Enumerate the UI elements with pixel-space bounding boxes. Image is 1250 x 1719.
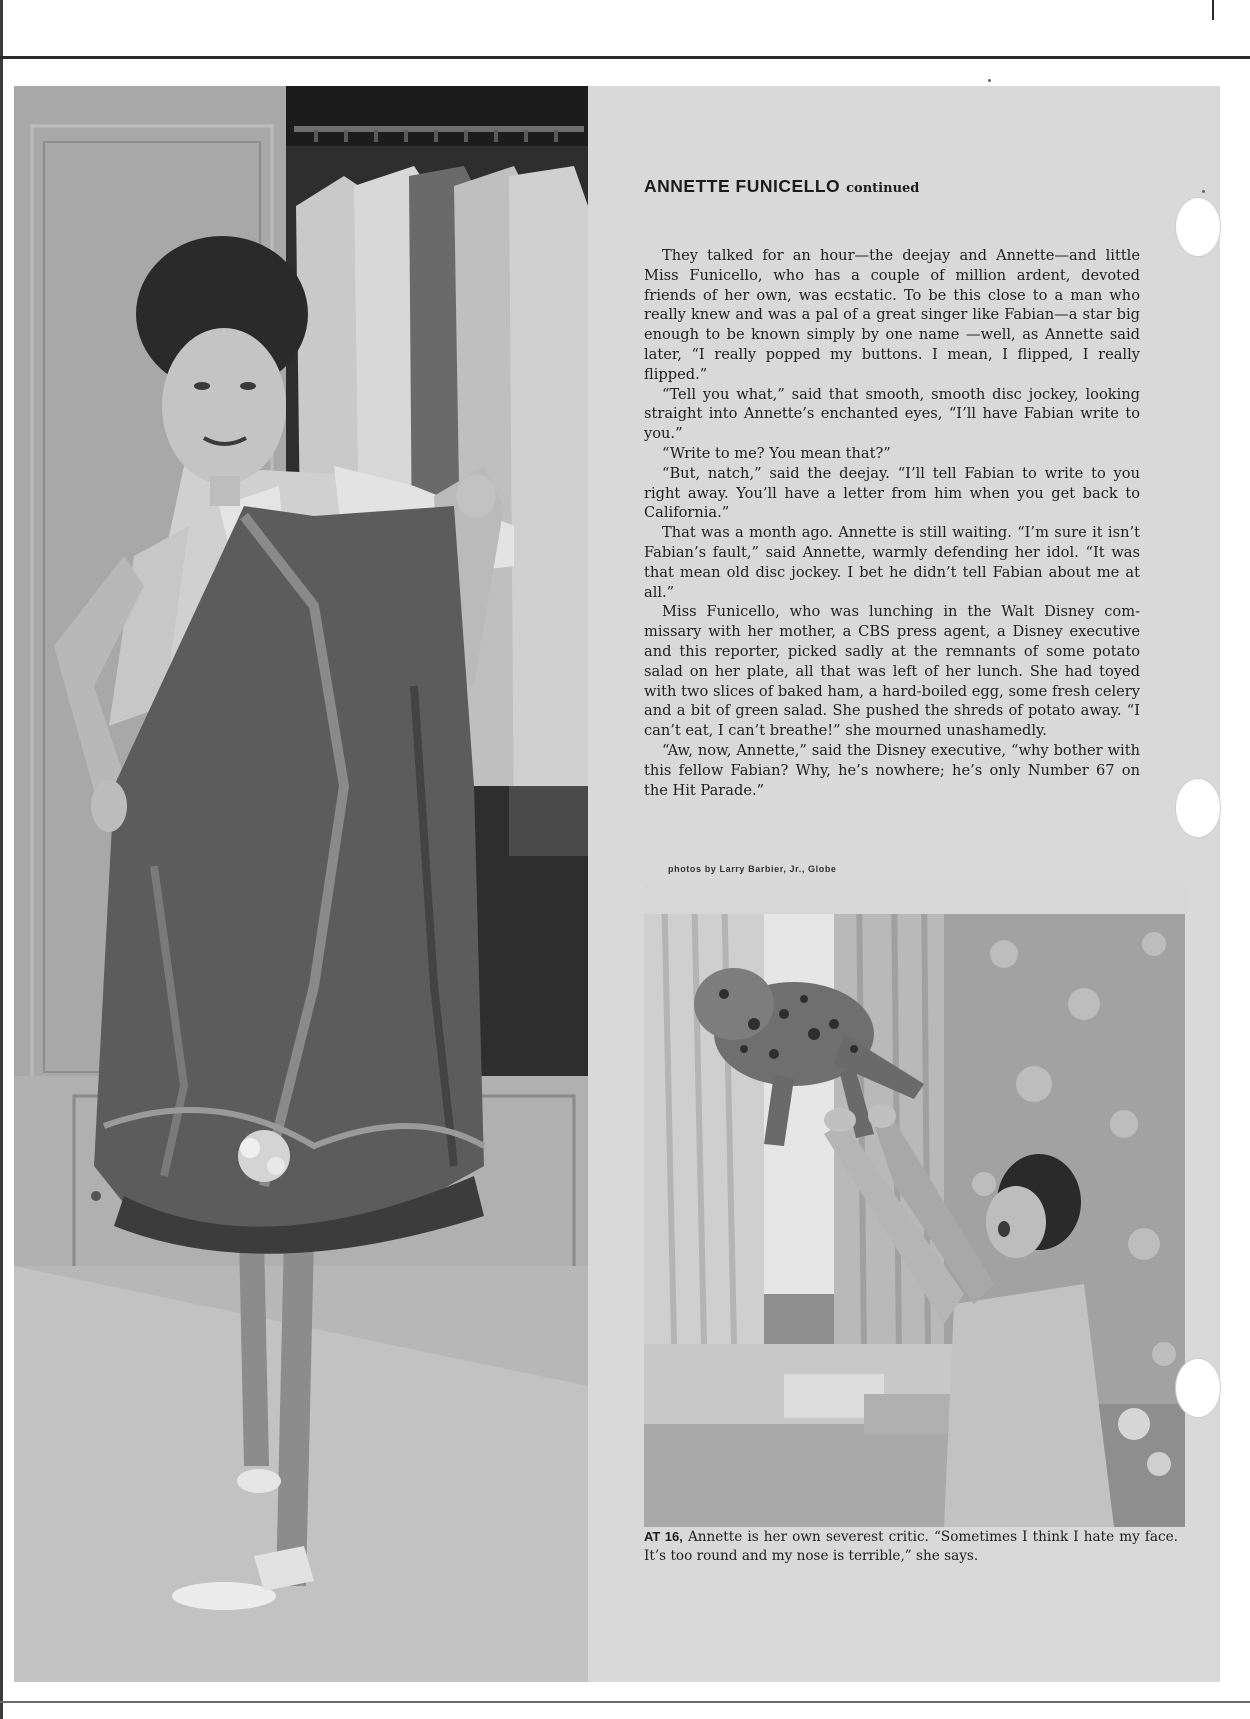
article-body xyxy=(644,246,1140,800)
inset-photo xyxy=(644,884,1185,1527)
article-paragraph: “Aw, now, Annette,” said the Disney executive, “why bother with this fellow Fabian? Why, he’s nowhere; he’s only Number 67 on the Hit Parade.” xyxy=(644,741,1140,799)
article-paragraph: Miss Funicello, who was lunching in the Walt Disney commissary with her mother, a CBS press agent, a Disney executive and this reporter, picked sadly at the remnants of some potato salad on her plate, all that was left of her lunch. She had toyed with two slices of baked ham, a hard-boiled egg, some fresh celery and a bit of green salad. She pushed the shreds of potato away. “I can’t eat, I can’t breathe!” she mourned unashamedly. xyxy=(644,603,1140,740)
left-photo-illustration xyxy=(14,86,588,1682)
scan-edge-corner xyxy=(1212,0,1214,20)
left-photo xyxy=(14,86,588,1682)
article-paragraph: “But, natch,” said the deejay. “I’ll tell Fabian to write to you right away. You’ll have a letter from him when you get back to California.” xyxy=(644,464,1140,522)
punch-hole-bottom xyxy=(1176,1359,1220,1417)
running-head-continued: continued xyxy=(846,181,920,196)
scan-edge-top xyxy=(0,56,1250,59)
scan-edge-bottom xyxy=(0,1701,1250,1703)
article-paragraph: “Write to me? You mean that?” xyxy=(662,444,891,462)
caption-lead: AT 16, xyxy=(644,1529,683,1544)
article-paragraph: “Tell you what,” said that smooth, smooth disc jockey, looking straight into Annette’s enchanted eyes, “I’ll have Fabian write to you.” xyxy=(644,385,1140,443)
scan-edge-left xyxy=(0,0,3,1719)
photo-credit: photos by Larry Barbier, Jr., Globe xyxy=(668,864,837,874)
article-paragraph: They talked for an hour—the deejay and Annette—and little Miss Funicello, who has a couple of million ardent, devoted friends of her own, was ecstatic. To be this close to a man who really knew and was a pal of a great singer like Fabian—a star big enough to be known simply by one name —well, as Annette said later, “I really popped my buttons. I mean, I flipped, I really flipped.” xyxy=(644,247,1140,383)
scan-speck xyxy=(988,79,991,82)
inset-photo-illustration xyxy=(644,884,1185,1527)
right-column xyxy=(588,86,1220,1682)
caption-text: Annette is her own severest critic. “Sometimes I think I hate my face. It’s too round and my nose is terrible,” she says. xyxy=(644,1529,1178,1564)
running-head xyxy=(644,176,919,197)
punch-hole-middle xyxy=(1176,779,1220,837)
photo-caption xyxy=(644,1528,1178,1565)
scan-speck xyxy=(1202,190,1205,193)
punch-hole-top xyxy=(1176,198,1220,256)
running-head-title: ANNETTE FUNICELLO xyxy=(644,176,841,196)
article-paragraph: That was a month ago. Annette is still waiting. “I’m sure it isn’t Fabian’s fault,” said Annette, warmly defending her idol. “It was that mean old disc jockey. I bet he didn’t tell Fabian about me at all.” xyxy=(644,524,1140,601)
